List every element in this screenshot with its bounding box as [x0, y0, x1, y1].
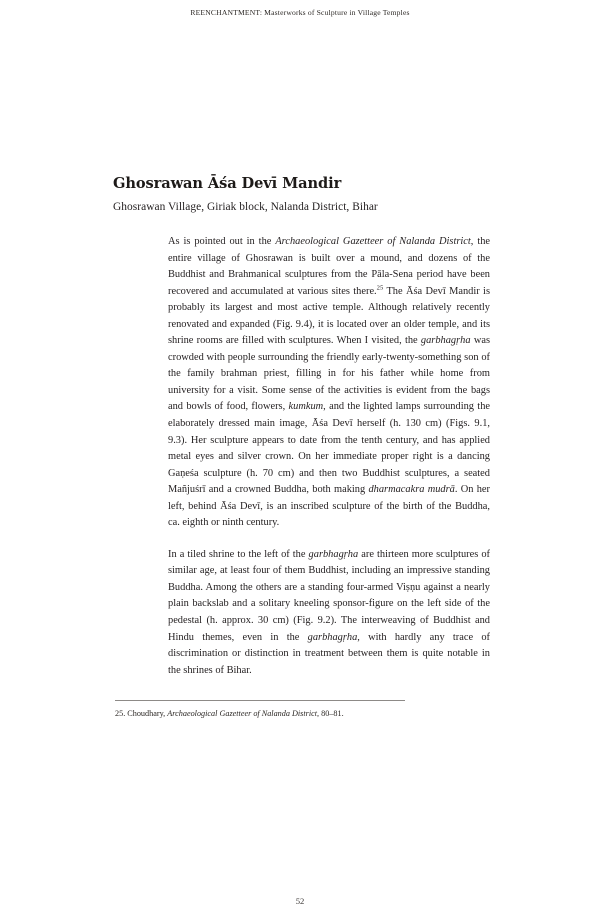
footnote-25	[115, 709, 455, 720]
para1-italic-gazetteer: Archaeological Gazetteer of Nalanda District	[275, 236, 471, 247]
footnote-number: 25.	[115, 709, 126, 718]
footnote-separator-rule	[115, 700, 405, 701]
para1-text-6: . On her left, behind Āśa Devī, is an inscribed sculpture of the birth of the Buddha, ca. eighth or ninth century.	[168, 484, 490, 529]
footnote-reference-25[interactable]: 25	[376, 284, 384, 292]
para1-text-2: , the entire village of Ghosrawan is built over a mound, and dozens of the Buddhist and Brahmanical sculptures from the Pāla-Sena period have been recovered and accumulated at various sites there.	[168, 236, 491, 297]
page-subtitle: Ghosrawan Village, Giriak block, Nalanda District, Bihar	[113, 200, 378, 213]
page-number: 52	[295, 896, 305, 906]
running-head: REENCHANTMENT: Masterworks of Sculpture in Village Temples	[190, 8, 410, 17]
para2-italic-garbhagrha-2: garbhagṛha	[307, 631, 358, 643]
footnote-italic-title: Archaeological Gazetteer of Nalanda District	[167, 709, 318, 718]
para1-text-1: As is pointed out in the	[168, 236, 276, 247]
para1-text-4: was crowded with people surrounding the friendly early-twenty-something son of the family brahman priest, filling in for his father while home from university for a visit. Some sense of the activities is evident from the bags and bowls of food, flowers,	[168, 335, 490, 413]
para1-italic-garbhagrha: garbhagṛha	[420, 335, 471, 347]
paragraph-1	[168, 234, 490, 532]
para2-italic-garbhagrha-1: garbhagṛha	[308, 548, 359, 560]
para2-text-2: are thirteen more sculptures of similar age, at least four of them Buddhist, including an impressive standing Buddha. Among the others are a standing four-armed Viṣṇu against a nearly plain backslab and a solitary kneeling sponsor-figure on the left side of the pedestal (h. approx. 30 cm) (Fig. 9.2). The interweaving of Buddhist and Hindu themes, even in the	[168, 548, 491, 643]
footnote-author: Choudhary,	[125, 709, 168, 718]
para2-text-1: In a tiled shrine to the left of the	[168, 548, 309, 560]
title-block	[113, 175, 493, 214]
para1-italic-mudra: dharmacakra mudrā	[368, 484, 455, 496]
para2-text-3: , with hardly any trace of discrimination or distinction in treatment between them is quite notable in the shrines of Bihar.	[168, 631, 490, 676]
para1-italic-kumkum: kumkum	[288, 401, 324, 413]
page-title: Ghosrawan Āśa Devī Mandir	[113, 175, 342, 192]
body-column	[168, 234, 490, 679]
paragraph-2	[168, 547, 490, 679]
para1-text-5: , and the lighted lamps surrounding the elaborately dressed main image, Āśa Devī herself (h. 130 cm) (Figs. 9.1, 9.3). Her sculpture appears to date from the tenth century, and has applied metal eyes and silver crown. On her immediate proper right is a dancing Gaṇeśa sculpture (h. 70 cm) and then two Buddhist sculptures, a seated Mañjuśrī and a crowned Buddha, both making	[168, 401, 490, 496]
footnote-pages: , 80–81.	[317, 709, 344, 718]
para1-text-3: The Āśa Devī Mandir is probably its largest and most active temple. Although relatively recently renovated and expanded (Fig. 9.4), it is located over an older temple, and its shrine rooms are filled with sculptures. When I visited, the	[168, 285, 490, 347]
